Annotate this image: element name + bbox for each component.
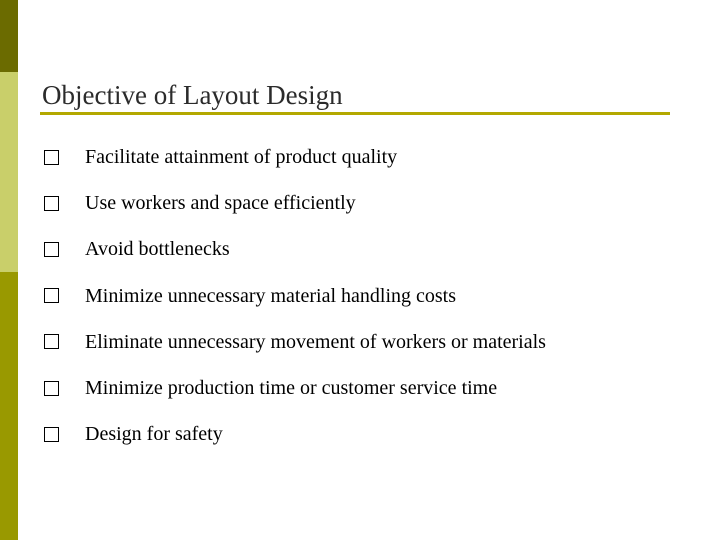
hollow-square-icon	[44, 242, 59, 257]
list-item	[44, 134, 546, 180]
list-item	[44, 411, 546, 457]
list-item	[44, 180, 546, 226]
bullet-list	[44, 134, 546, 457]
list-item	[44, 226, 546, 272]
hollow-square-icon	[44, 427, 59, 442]
bullet-text: Avoid bottlenecks	[85, 238, 230, 261]
bullet-text: Eliminate unnecessary movement of workers or materials	[85, 330, 546, 353]
left-accent-bar	[0, 0, 18, 540]
bullet-text: Use workers and space efficiently	[85, 192, 356, 215]
bullet-text: Facilitate attainment of product quality	[85, 146, 398, 169]
slide-title: Objective of Layout Design	[42, 80, 343, 110]
bullet-text: Design for safety	[85, 423, 223, 446]
list-item	[44, 365, 546, 411]
accent-bar-olive-segment	[0, 272, 18, 540]
hollow-square-icon	[44, 288, 59, 303]
list-item	[44, 319, 546, 365]
hollow-square-icon	[44, 150, 59, 165]
hollow-square-icon	[44, 196, 59, 211]
accent-bar-dark-segment	[0, 0, 18, 72]
hollow-square-icon	[44, 381, 59, 396]
bullet-text: Minimize unnecessary material handling costs	[85, 284, 457, 307]
hollow-square-icon	[44, 334, 59, 349]
title-underline	[40, 112, 670, 115]
accent-bar-light-segment	[0, 72, 18, 272]
list-item	[44, 273, 546, 319]
bullet-text: Minimize production time or customer service time	[85, 377, 498, 400]
